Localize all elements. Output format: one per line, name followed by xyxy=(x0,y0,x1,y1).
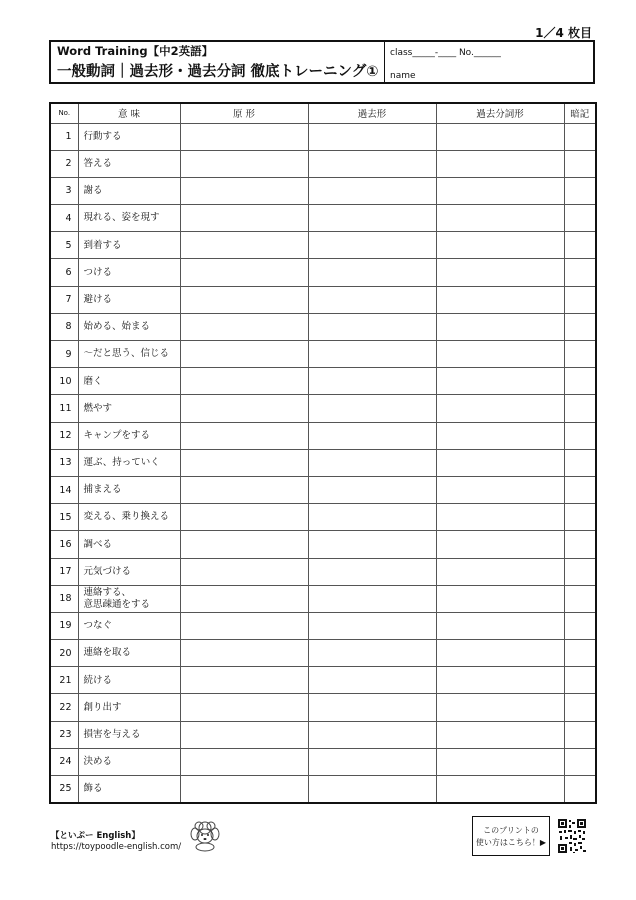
past-participle-cell[interactable] xyxy=(436,422,564,449)
row-meaning: 元気づける xyxy=(78,558,180,585)
title-english: Word Training【中2英語】 xyxy=(57,44,214,58)
past-participle-cell[interactable] xyxy=(436,748,564,775)
table-row xyxy=(50,150,596,177)
table-row xyxy=(50,205,596,232)
past-participle-cell[interactable] xyxy=(436,667,564,694)
past-form-cell[interactable] xyxy=(308,531,436,558)
memorized-check-cell[interactable] xyxy=(564,205,596,232)
base-form-cell[interactable] xyxy=(180,449,308,476)
row-meaning: 答える xyxy=(78,150,180,177)
base-form-cell[interactable] xyxy=(180,232,308,259)
past-form-cell[interactable] xyxy=(308,612,436,639)
memorized-check-cell[interactable] xyxy=(564,531,596,558)
guide-text-line1: このプリントの xyxy=(483,826,539,835)
memorized-check-cell[interactable] xyxy=(564,422,596,449)
past-form-cell[interactable] xyxy=(308,286,436,313)
row-number: 8 xyxy=(50,313,78,340)
class-number-field[interactable]: class_____-____ No.______ xyxy=(390,48,501,58)
base-form-cell[interactable] xyxy=(180,341,308,368)
table-row xyxy=(50,286,596,313)
past-participle-cell[interactable] xyxy=(436,612,564,639)
past-participle-cell[interactable] xyxy=(436,232,564,259)
past-form-cell[interactable] xyxy=(308,177,436,204)
memorized-check-cell[interactable] xyxy=(564,449,596,476)
row-number: 6 xyxy=(50,259,78,286)
base-form-cell[interactable] xyxy=(180,286,308,313)
memorized-check-cell[interactable] xyxy=(564,694,596,721)
base-form-cell[interactable] xyxy=(180,259,308,286)
past-form-cell[interactable] xyxy=(308,585,436,612)
row-number: 21 xyxy=(50,667,78,694)
row-meaning: 謝る xyxy=(78,177,180,204)
past-participle-cell[interactable] xyxy=(436,721,564,748)
past-form-cell[interactable] xyxy=(308,694,436,721)
base-form-cell[interactable] xyxy=(180,558,308,585)
past-participle-cell[interactable] xyxy=(436,205,564,232)
base-form-cell[interactable] xyxy=(180,150,308,177)
past-form-cell[interactable] xyxy=(308,368,436,395)
table-row xyxy=(50,422,596,449)
row-meaning: 運ぶ、持っていく xyxy=(78,449,180,476)
header-memorized: 暗記 xyxy=(564,103,596,123)
title-japanese: 一般動詞｜過去形・過去分詞 徹底トレーニング① xyxy=(57,64,379,80)
vocab-table xyxy=(49,102,597,804)
header-base-form: 原 形 xyxy=(180,103,308,123)
base-form-cell[interactable] xyxy=(180,585,308,612)
memorized-check-cell[interactable] xyxy=(564,341,596,368)
table-row xyxy=(50,558,596,585)
past-form-cell[interactable] xyxy=(308,640,436,667)
base-form-cell[interactable] xyxy=(180,612,308,639)
past-participle-cell[interactable] xyxy=(436,476,564,503)
table-row xyxy=(50,449,596,476)
past-participle-cell[interactable] xyxy=(436,531,564,558)
memorized-check-cell[interactable] xyxy=(564,259,596,286)
name-field[interactable]: name xyxy=(390,71,416,81)
row-meaning: 変える、乗り換える xyxy=(78,504,180,531)
row-meaning: 続ける xyxy=(78,667,180,694)
row-meaning: 始める、始まる xyxy=(78,313,180,340)
past-form-cell[interactable] xyxy=(308,150,436,177)
table-row xyxy=(50,612,596,639)
row-meaning: ～だと思う、信じる xyxy=(78,341,180,368)
memorized-check-cell[interactable] xyxy=(564,232,596,259)
base-form-cell[interactable] xyxy=(180,667,308,694)
row-meaning: つける xyxy=(78,259,180,286)
past-form-cell[interactable] xyxy=(308,721,436,748)
past-form-cell[interactable] xyxy=(308,476,436,503)
base-form-cell[interactable] xyxy=(180,422,308,449)
row-meaning: 連絡する、 意思疎通をする xyxy=(78,585,180,612)
memorized-check-cell[interactable] xyxy=(564,748,596,775)
base-form-cell[interactable] xyxy=(180,694,308,721)
row-number: 13 xyxy=(50,449,78,476)
table-row xyxy=(50,667,596,694)
table-row xyxy=(50,694,596,721)
usage-guide-button[interactable] xyxy=(472,816,550,856)
past-participle-cell[interactable] xyxy=(436,694,564,721)
row-number: 23 xyxy=(50,721,78,748)
row-meaning: つなぐ xyxy=(78,612,180,639)
row-number: 25 xyxy=(50,776,78,803)
table-row xyxy=(50,585,596,612)
row-number: 7 xyxy=(50,286,78,313)
memorized-check-cell[interactable] xyxy=(564,150,596,177)
row-number: 5 xyxy=(50,232,78,259)
memorized-check-cell[interactable] xyxy=(564,395,596,422)
table-row xyxy=(50,395,596,422)
row-meaning: キャンプをする xyxy=(78,422,180,449)
past-form-cell[interactable] xyxy=(308,504,436,531)
past-form-cell[interactable] xyxy=(308,259,436,286)
row-number: 1 xyxy=(50,123,78,150)
guide-text-line2: 使い方はこちら！▶ xyxy=(475,838,547,847)
table-row xyxy=(50,123,596,150)
table-row xyxy=(50,721,596,748)
row-number: 3 xyxy=(50,177,78,204)
row-meaning: 燃やす xyxy=(78,395,180,422)
row-number: 15 xyxy=(50,504,78,531)
row-number: 24 xyxy=(50,748,78,775)
memorized-check-cell[interactable] xyxy=(564,640,596,667)
past-form-cell[interactable] xyxy=(308,395,436,422)
memorized-check-cell[interactable] xyxy=(564,612,596,639)
base-form-cell[interactable] xyxy=(180,395,308,422)
row-number: 9 xyxy=(50,341,78,368)
header-past-participle: 過去分詞形 xyxy=(436,103,564,123)
row-meaning: 避ける xyxy=(78,286,180,313)
past-participle-cell[interactable] xyxy=(436,504,564,531)
base-form-cell[interactable] xyxy=(180,748,308,775)
table-row xyxy=(50,504,596,531)
past-participle-cell[interactable] xyxy=(436,558,564,585)
table-row xyxy=(50,748,596,775)
row-meaning: 決める xyxy=(78,748,180,775)
worksheet-header xyxy=(49,40,595,84)
row-number: 16 xyxy=(50,531,78,558)
header-past-form: 過去形 xyxy=(308,103,436,123)
base-form-cell[interactable] xyxy=(180,476,308,503)
row-number: 20 xyxy=(50,640,78,667)
past-participle-cell[interactable] xyxy=(436,123,564,150)
table-row xyxy=(50,232,596,259)
row-number: 11 xyxy=(50,395,78,422)
past-participle-cell[interactable] xyxy=(436,286,564,313)
past-form-cell[interactable] xyxy=(308,422,436,449)
past-participle-cell[interactable] xyxy=(436,313,564,340)
row-meaning: 飾る xyxy=(78,776,180,803)
table-header-row xyxy=(50,103,596,123)
memorized-check-cell[interactable] xyxy=(564,504,596,531)
base-form-cell[interactable] xyxy=(180,776,308,803)
base-form-cell[interactable] xyxy=(180,205,308,232)
memorized-check-cell[interactable] xyxy=(564,721,596,748)
past-participle-cell[interactable] xyxy=(436,150,564,177)
base-form-cell[interactable] xyxy=(180,721,308,748)
base-form-cell[interactable] xyxy=(180,531,308,558)
past-form-cell[interactable] xyxy=(308,748,436,775)
row-number: 4 xyxy=(50,205,78,232)
row-meaning: 損害を与える xyxy=(78,721,180,748)
row-number: 17 xyxy=(50,558,78,585)
row-meaning: 調べる xyxy=(78,531,180,558)
table-row xyxy=(50,531,596,558)
page-number: 1／4 枚目 xyxy=(535,26,592,40)
row-number: 19 xyxy=(50,612,78,639)
poodle-mascot-icon xyxy=(186,820,224,852)
base-form-cell[interactable] xyxy=(180,504,308,531)
past-form-cell[interactable] xyxy=(308,449,436,476)
site-url[interactable]: https://toypoodle-english.com/ xyxy=(51,842,182,852)
row-meaning: 到着する xyxy=(78,232,180,259)
qr-code-icon[interactable] xyxy=(557,818,587,854)
memorized-check-cell[interactable] xyxy=(564,585,596,612)
row-number: 12 xyxy=(50,422,78,449)
past-form-cell[interactable] xyxy=(308,776,436,803)
memorized-check-cell[interactable] xyxy=(564,476,596,503)
row-meaning: 磨く xyxy=(78,368,180,395)
memorized-check-cell[interactable] xyxy=(564,177,596,204)
row-number: 14 xyxy=(50,476,78,503)
past-participle-cell[interactable] xyxy=(436,776,564,803)
past-participle-cell[interactable] xyxy=(436,368,564,395)
memorized-check-cell[interactable] xyxy=(564,313,596,340)
memorized-check-cell[interactable] xyxy=(564,368,596,395)
memorized-check-cell[interactable] xyxy=(564,667,596,694)
past-form-cell[interactable] xyxy=(308,313,436,340)
past-participle-cell[interactable] xyxy=(436,449,564,476)
memorized-check-cell[interactable] xyxy=(564,123,596,150)
student-info-block xyxy=(385,42,593,82)
past-participle-cell[interactable] xyxy=(436,177,564,204)
table-row xyxy=(50,368,596,395)
title-block xyxy=(51,42,385,82)
row-number: 22 xyxy=(50,694,78,721)
memorized-check-cell[interactable] xyxy=(564,776,596,803)
past-participle-cell[interactable] xyxy=(436,259,564,286)
row-number: 2 xyxy=(50,150,78,177)
row-meaning: 行動する xyxy=(78,123,180,150)
memorized-check-cell[interactable] xyxy=(564,558,596,585)
base-form-cell[interactable] xyxy=(180,368,308,395)
past-participle-cell[interactable] xyxy=(436,640,564,667)
past-form-cell[interactable] xyxy=(308,341,436,368)
base-form-cell[interactable] xyxy=(180,177,308,204)
table-row xyxy=(50,640,596,667)
past-participle-cell[interactable] xyxy=(436,341,564,368)
past-form-cell[interactable] xyxy=(308,205,436,232)
row-meaning: 創り出す xyxy=(78,694,180,721)
base-form-cell[interactable] xyxy=(180,313,308,340)
table-row xyxy=(50,313,596,340)
table-row xyxy=(50,259,596,286)
row-number: 18 xyxy=(50,585,78,612)
brand-name: 【といぷー English】 xyxy=(51,831,140,841)
past-form-cell[interactable] xyxy=(308,232,436,259)
row-meaning: 捕まえる xyxy=(78,476,180,503)
base-form-cell[interactable] xyxy=(180,640,308,667)
base-form-cell[interactable] xyxy=(180,123,308,150)
table-row xyxy=(50,476,596,503)
past-form-cell[interactable] xyxy=(308,667,436,694)
table-row xyxy=(50,341,596,368)
past-participle-cell[interactable] xyxy=(436,585,564,612)
header-meaning: 意 味 xyxy=(78,103,180,123)
row-meaning: 連絡を取る xyxy=(78,640,180,667)
table-row xyxy=(50,177,596,204)
header-no: No. xyxy=(50,103,78,123)
past-form-cell[interactable] xyxy=(308,558,436,585)
row-number: 10 xyxy=(50,368,78,395)
table-row xyxy=(50,776,596,803)
past-participle-cell[interactable] xyxy=(436,395,564,422)
row-meaning: 現れる、姿を現す xyxy=(78,205,180,232)
memorized-check-cell[interactable] xyxy=(564,286,596,313)
past-form-cell[interactable] xyxy=(308,123,436,150)
